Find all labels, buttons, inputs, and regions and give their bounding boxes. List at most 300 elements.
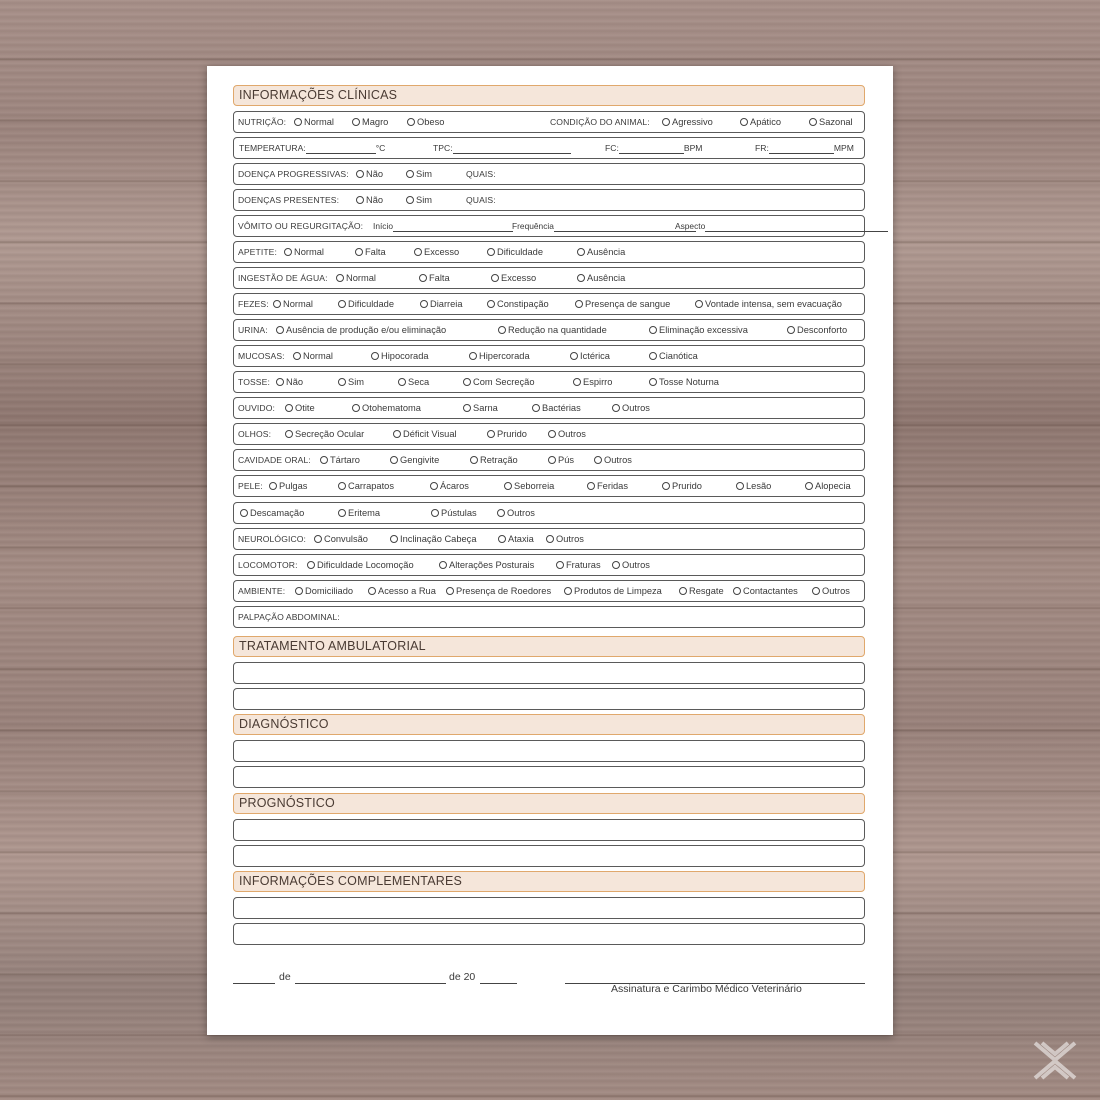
option-label: Outros	[604, 455, 632, 465]
checkbox-option[interactable]	[504, 476, 554, 496]
row-label: MUCOSAS:	[238, 351, 285, 361]
fill-line-field[interactable]	[755, 138, 854, 158]
checkbox-icon[interactable]	[406, 170, 414, 178]
option-label: Seca	[408, 377, 430, 387]
watermark-logo-icon	[1030, 1038, 1080, 1083]
checkbox-option[interactable]	[393, 424, 457, 444]
fill-line-field[interactable]	[433, 138, 571, 158]
option-label: Ataxia	[508, 534, 534, 544]
checkbox-icon[interactable]	[352, 118, 360, 126]
row-label: OLHOS:	[238, 429, 272, 439]
checkbox-icon[interactable]	[733, 587, 741, 595]
checkbox-icon[interactable]	[336, 274, 344, 282]
checkbox-icon[interactable]	[371, 352, 379, 360]
option-label: Normal	[303, 351, 333, 361]
checkbox-option[interactable]	[463, 372, 535, 392]
option-label: Magro	[362, 117, 389, 127]
blank-line[interactable]	[453, 141, 571, 154]
option-label: Falta	[365, 247, 386, 257]
option-label: Produtos de Limpeza	[574, 586, 662, 596]
checkbox-option[interactable]	[420, 294, 463, 314]
checkbox-option[interactable]	[338, 503, 380, 523]
option-label: Déficit Visual	[403, 429, 457, 439]
checkbox-icon[interactable]	[240, 509, 248, 517]
checkbox-icon[interactable]	[420, 300, 428, 308]
diagnosis-field-1[interactable]	[233, 740, 865, 762]
option-label: Otohematoma	[362, 403, 421, 413]
field-label: FR:	[755, 143, 769, 153]
checkbox-icon[interactable]	[556, 561, 564, 569]
fill-line-field[interactable]	[675, 216, 888, 236]
treatment-field-1[interactable]	[233, 662, 865, 684]
checkbox-icon[interactable]	[470, 456, 478, 464]
checkbox-icon[interactable]	[649, 378, 657, 386]
field-label: TPC:	[433, 143, 453, 153]
checkbox-option[interactable]	[240, 503, 304, 523]
checkbox-option[interactable]	[295, 581, 353, 601]
checkbox-icon[interactable]	[407, 118, 415, 126]
field-label: Início	[373, 221, 394, 231]
row-label: DOENÇAS PRESENTES:	[238, 195, 340, 205]
checkbox-option[interactable]	[407, 112, 444, 132]
option-label: Domiciliado	[305, 586, 354, 596]
field-label: FC:	[605, 143, 619, 153]
option-label: Normal	[346, 273, 376, 283]
checkbox-option[interactable]	[612, 398, 650, 418]
section-header-treatment: TRATAMENTO AMBULATORIAL	[233, 636, 865, 657]
prognosis-field-2[interactable]	[233, 845, 865, 867]
option-label: Falta	[429, 273, 450, 283]
checkbox-option[interactable]	[356, 190, 383, 210]
checkbox-icon[interactable]	[356, 170, 364, 178]
option-label: Feridas	[597, 481, 629, 491]
checkbox-icon[interactable]	[612, 404, 620, 412]
form-page	[207, 66, 893, 1035]
checkbox-option[interactable]	[733, 581, 798, 601]
option-label: Alopecia	[815, 481, 851, 491]
section-header-diagnosis: DIAGNÓSTICO	[233, 714, 865, 735]
checkbox-icon[interactable]	[532, 404, 540, 412]
treatment-field-2[interactable]	[233, 688, 865, 710]
complementary-field-1[interactable]	[233, 897, 865, 919]
checkbox-icon[interactable]	[356, 196, 364, 204]
checkbox-option[interactable]	[469, 346, 530, 366]
checkbox-option[interactable]	[546, 529, 584, 549]
option-label: Carrapatos	[348, 481, 394, 491]
checkbox-icon[interactable]	[809, 118, 817, 126]
option-label: Gengivite	[400, 455, 440, 465]
checkbox-icon[interactable]	[548, 430, 556, 438]
option-label: Outros	[622, 560, 650, 570]
row-label: INGESTÃO DE ÁGUA:	[238, 273, 328, 283]
checkbox-icon[interactable]	[497, 509, 505, 517]
checkbox-icon[interactable]	[320, 456, 328, 464]
checkbox-icon[interactable]	[355, 248, 363, 256]
checkbox-icon[interactable]	[338, 482, 346, 490]
checkbox-option[interactable]	[368, 581, 436, 601]
form-row	[233, 345, 865, 367]
row-label: LOCOMOTOR:	[238, 560, 298, 570]
checkbox-option[interactable]	[355, 242, 386, 262]
checkbox-icon[interactable]	[273, 300, 281, 308]
checkbox-icon[interactable]	[577, 274, 585, 282]
checkbox-icon[interactable]	[812, 587, 820, 595]
row-label: TOSSE:	[238, 377, 270, 387]
form-row	[233, 371, 865, 393]
checkbox-icon[interactable]	[487, 248, 495, 256]
checkbox-option[interactable]	[430, 476, 469, 496]
date-de20-text: de 20	[449, 971, 476, 983]
option-label: Ácaros	[440, 481, 469, 491]
option-label: Outros	[558, 429, 586, 439]
checkbox-icon[interactable]	[338, 300, 346, 308]
checkbox-option[interactable]	[736, 476, 771, 496]
checkbox-option[interactable]	[293, 346, 333, 366]
checkbox-icon[interactable]	[431, 509, 439, 517]
checkbox-option[interactable]	[498, 320, 607, 340]
option-label: Constipação	[497, 299, 549, 309]
checkbox-icon[interactable]	[740, 118, 748, 126]
blank-line[interactable]	[306, 141, 376, 154]
row-label: NEUROLÓGICO:	[238, 534, 307, 544]
checkbox-option[interactable]	[390, 450, 439, 470]
form-row	[233, 475, 865, 497]
checkbox-icon[interactable]	[577, 248, 585, 256]
checkbox-icon[interactable]	[487, 300, 495, 308]
option-label: Bactérias	[542, 403, 581, 413]
option-label: Eritema	[348, 508, 381, 518]
checkbox-icon[interactable]	[570, 352, 578, 360]
checkbox-option[interactable]	[487, 242, 543, 262]
checkbox-option[interactable]	[575, 294, 670, 314]
checkbox-option[interactable]	[649, 320, 748, 340]
form-row	[233, 267, 865, 289]
option-label: Diarreia	[430, 299, 463, 309]
checkbox-option[interactable]	[284, 242, 324, 262]
section-header-clinical: INFORMAÇÕES CLÍNICAS	[233, 85, 865, 106]
checkbox-icon[interactable]	[498, 535, 506, 543]
checkbox-icon[interactable]	[548, 456, 556, 464]
row-label: NUTRIÇÃO:	[238, 117, 287, 127]
checkbox-option[interactable]	[649, 346, 698, 366]
checkbox-icon[interactable]	[662, 482, 670, 490]
checkbox-option[interactable]	[556, 555, 601, 575]
checkbox-icon[interactable]	[307, 561, 315, 569]
checkbox-option[interactable]	[320, 450, 360, 470]
option-label: Acesso a Rua	[378, 586, 436, 596]
form-row	[233, 606, 865, 628]
checkbox-option[interactable]	[371, 346, 429, 366]
checkbox-option[interactable]	[352, 398, 421, 418]
date-de-text: de	[279, 971, 291, 983]
option-label: Dificuldade Locomoção	[317, 560, 414, 570]
checkbox-icon[interactable]	[390, 456, 398, 464]
section-header-prognosis: PROGNÓSTICO	[233, 793, 865, 814]
checkbox-option[interactable]	[573, 372, 612, 392]
option-label: Outros	[507, 508, 535, 518]
checkbox-icon[interactable]	[649, 352, 657, 360]
option-label: Não	[286, 377, 304, 387]
checkbox-icon[interactable]	[575, 300, 583, 308]
form-row	[233, 580, 865, 602]
form-row	[233, 137, 865, 159]
checkbox-option[interactable]	[446, 581, 551, 601]
row-label: AMBIENTE:	[238, 586, 286, 596]
checkbox-icon[interactable]	[612, 561, 620, 569]
checkbox-icon[interactable]	[662, 118, 670, 126]
option-label: Resgate	[689, 586, 724, 596]
checkbox-option[interactable]	[487, 424, 527, 444]
checkbox-option[interactable]	[577, 242, 625, 262]
checkbox-icon[interactable]	[594, 456, 602, 464]
checkbox-icon[interactable]	[294, 118, 302, 126]
checkbox-option[interactable]	[276, 320, 446, 340]
checkbox-icon[interactable]	[498, 326, 506, 334]
option-label: Desconforto	[797, 325, 848, 335]
option-label: Excesso	[501, 273, 537, 283]
checkbox-option[interactable]	[352, 112, 388, 132]
checkbox-option[interactable]	[787, 320, 847, 340]
checkbox-icon[interactable]	[679, 587, 687, 595]
checkbox-icon[interactable]	[295, 587, 303, 595]
checkbox-option[interactable]	[570, 346, 610, 366]
checkbox-option[interactable]	[497, 503, 535, 523]
checkbox-option[interactable]	[285, 424, 364, 444]
checkbox-icon[interactable]	[491, 274, 499, 282]
form-row	[233, 241, 865, 263]
checkbox-icon[interactable]	[439, 561, 447, 569]
checkbox-option[interactable]	[587, 476, 628, 496]
row-label: DOENÇA PROGRESSIVAS:	[238, 169, 349, 179]
fill-line-field[interactable]	[512, 216, 696, 236]
year-line[interactable]	[480, 983, 517, 984]
option-label: Prurido	[672, 481, 702, 491]
option-label: Dificuldade	[348, 299, 394, 309]
checkbox-icon[interactable]	[463, 378, 471, 386]
blank-line[interactable]	[769, 141, 834, 154]
option-label: Apático	[750, 117, 782, 127]
checkbox-icon[interactable]	[352, 404, 360, 412]
checkbox-option[interactable]	[406, 190, 432, 210]
checkbox-icon[interactable]	[430, 482, 438, 490]
option-label: Agressivo	[672, 117, 713, 127]
checkbox-icon[interactable]	[504, 482, 512, 490]
checkbox-icon[interactable]	[564, 587, 572, 595]
day-line[interactable]	[233, 983, 275, 984]
option-label: Presença de sangue	[585, 299, 671, 309]
checkbox-option[interactable]	[740, 112, 781, 132]
diagnosis-field-2[interactable]	[233, 766, 865, 788]
option-label: Pústulas	[441, 508, 477, 518]
checkbox-icon[interactable]	[285, 404, 293, 412]
checkbox-option[interactable]	[662, 112, 713, 132]
checkbox-icon[interactable]	[463, 404, 471, 412]
blank-line[interactable]	[705, 219, 888, 232]
checkbox-option[interactable]	[470, 450, 518, 470]
month-line[interactable]	[295, 983, 446, 984]
checkbox-option[interactable]	[548, 450, 574, 470]
option-label: Obeso	[417, 117, 445, 127]
checkbox-icon[interactable]	[314, 535, 322, 543]
form-row	[233, 528, 865, 550]
checkbox-icon[interactable]	[285, 430, 293, 438]
option-label: Alterações Posturais	[449, 560, 535, 570]
option-label: Espirro	[583, 377, 613, 387]
checkbox-option[interactable]	[356, 164, 383, 184]
checkbox-option[interactable]	[338, 372, 364, 392]
form-row	[233, 163, 865, 185]
option-label: Pulgas	[279, 481, 308, 491]
form-row	[233, 423, 865, 445]
checkbox-option[interactable]	[336, 268, 376, 288]
option-label: Com Secreção	[473, 377, 535, 387]
option-label: Tosse Noturna	[659, 377, 719, 387]
checkbox-option[interactable]	[679, 581, 724, 601]
form-row	[233, 189, 865, 211]
option-label: Vontade intensa, sem evacuação	[705, 299, 842, 309]
checkbox-icon[interactable]	[446, 587, 454, 595]
option-label: Prurido	[497, 429, 527, 439]
checkbox-option[interactable]	[487, 294, 549, 314]
option-label: Outros	[556, 534, 584, 544]
checkbox-option[interactable]	[532, 398, 581, 418]
checkbox-option[interactable]	[307, 555, 414, 575]
inline-label: QUAIS:	[466, 195, 496, 205]
checkbox-option[interactable]	[414, 242, 459, 262]
option-label: Hipocorada	[381, 351, 429, 361]
fill-line-field[interactable]	[605, 138, 702, 158]
checkbox-icon[interactable]	[393, 430, 401, 438]
row-label: APETITE:	[238, 247, 278, 257]
checkbox-icon[interactable]	[398, 378, 406, 386]
option-label: Normal	[304, 117, 334, 127]
option-label: Ausência	[587, 273, 626, 283]
checkbox-option[interactable]	[548, 424, 586, 444]
checkbox-option[interactable]	[406, 164, 432, 184]
checkbox-option[interactable]	[649, 372, 719, 392]
checkbox-option[interactable]	[398, 372, 429, 392]
checkbox-icon[interactable]	[736, 482, 744, 490]
option-label: Otite	[295, 403, 315, 413]
checkbox-icon[interactable]	[276, 378, 284, 386]
row-label: VÔMITO OU REGURGITAÇÃO:	[238, 221, 364, 231]
checkbox-option[interactable]	[594, 450, 632, 470]
checkbox-icon[interactable]	[573, 378, 581, 386]
fill-line-field[interactable]	[239, 138, 385, 158]
option-label: Sim	[348, 377, 365, 387]
checkbox-option[interactable]	[577, 268, 625, 288]
checkbox-option[interactable]	[809, 112, 853, 132]
option-label: Ausência	[587, 247, 626, 257]
checkbox-option[interactable]	[812, 581, 850, 601]
unit-label: °C	[375, 143, 386, 153]
checkbox-icon[interactable]	[269, 482, 277, 490]
checkbox-option[interactable]	[419, 268, 450, 288]
form-row	[233, 554, 865, 576]
checkbox-option[interactable]	[491, 268, 536, 288]
checkbox-icon[interactable]	[487, 430, 495, 438]
section-header-complementary: INFORMAÇÕES COMPLEMENTARES	[233, 871, 865, 892]
signature-label: Assinatura e Carimbo Médico Veterinário	[611, 983, 802, 995]
option-label: Retração	[480, 455, 518, 465]
option-label: Seborreia	[514, 481, 555, 491]
row-label: CAVIDADE ORAL:	[238, 455, 311, 465]
option-label: Dificuldade	[497, 247, 543, 257]
row-label: URINA:	[238, 325, 268, 335]
blank-line[interactable]	[393, 219, 513, 232]
checkbox-icon[interactable]	[338, 509, 346, 517]
form-row	[233, 293, 865, 315]
option-label: Redução na quantidade	[508, 325, 607, 335]
checkbox-icon[interactable]	[649, 326, 657, 334]
checkbox-option[interactable]	[314, 529, 368, 549]
checkbox-option[interactable]	[269, 476, 307, 496]
checkbox-option[interactable]	[612, 555, 650, 575]
checkbox-option[interactable]	[564, 581, 662, 601]
field-label: Frequência	[512, 221, 554, 231]
checkbox-option[interactable]	[463, 398, 498, 418]
inline-label: CONDIÇÃO DO ANIMAL:	[550, 117, 650, 127]
fill-line-field[interactable]	[373, 216, 513, 236]
checkbox-option[interactable]	[285, 398, 315, 418]
option-label: Hipercorada	[479, 351, 530, 361]
checkbox-option[interactable]	[390, 529, 477, 549]
checkbox-icon[interactable]	[293, 352, 301, 360]
checkbox-option[interactable]	[338, 476, 394, 496]
field-label: Aspecto	[675, 221, 706, 231]
inline-label: QUAIS:	[466, 169, 496, 179]
option-label: Secreção Ocular	[295, 429, 365, 439]
checkbox-option[interactable]	[695, 294, 842, 314]
checkbox-option[interactable]	[498, 529, 534, 549]
checkbox-icon[interactable]	[276, 326, 284, 334]
checkbox-icon[interactable]	[419, 274, 427, 282]
checkbox-option[interactable]	[431, 503, 477, 523]
checkbox-option[interactable]	[294, 112, 334, 132]
blank-line[interactable]	[619, 141, 684, 154]
checkbox-option[interactable]	[273, 294, 313, 314]
complementary-field-2[interactable]	[233, 923, 865, 945]
checkbox-icon[interactable]	[787, 326, 795, 334]
checkbox-icon[interactable]	[469, 352, 477, 360]
option-label: Ausência de produção e/ou eliminação	[286, 325, 447, 335]
checkbox-icon[interactable]	[284, 248, 292, 256]
checkbox-icon[interactable]	[587, 482, 595, 490]
checkbox-option[interactable]	[662, 476, 702, 496]
form-row	[233, 319, 865, 341]
row-label: OUVIDO:	[238, 403, 275, 413]
checkbox-option[interactable]	[276, 372, 303, 392]
checkbox-option[interactable]	[805, 476, 851, 496]
checkbox-icon[interactable]	[546, 535, 554, 543]
option-label: Sarna	[473, 403, 498, 413]
option-label: Inclinação Cabeça	[400, 534, 477, 544]
checkbox-icon[interactable]	[414, 248, 422, 256]
form-row	[233, 449, 865, 471]
option-label: Descamação	[250, 508, 305, 518]
checkbox-icon[interactable]	[805, 482, 813, 490]
checkbox-icon[interactable]	[390, 535, 398, 543]
prognosis-field-1[interactable]	[233, 819, 865, 841]
option-label: Lesão	[746, 481, 772, 491]
checkbox-option[interactable]	[338, 294, 394, 314]
checkbox-icon[interactable]	[695, 300, 703, 308]
checkbox-icon[interactable]	[338, 378, 346, 386]
form-row	[233, 397, 865, 419]
checkbox-icon[interactable]	[368, 587, 376, 595]
checkbox-option[interactable]	[439, 555, 534, 575]
checkbox-icon[interactable]	[406, 196, 414, 204]
